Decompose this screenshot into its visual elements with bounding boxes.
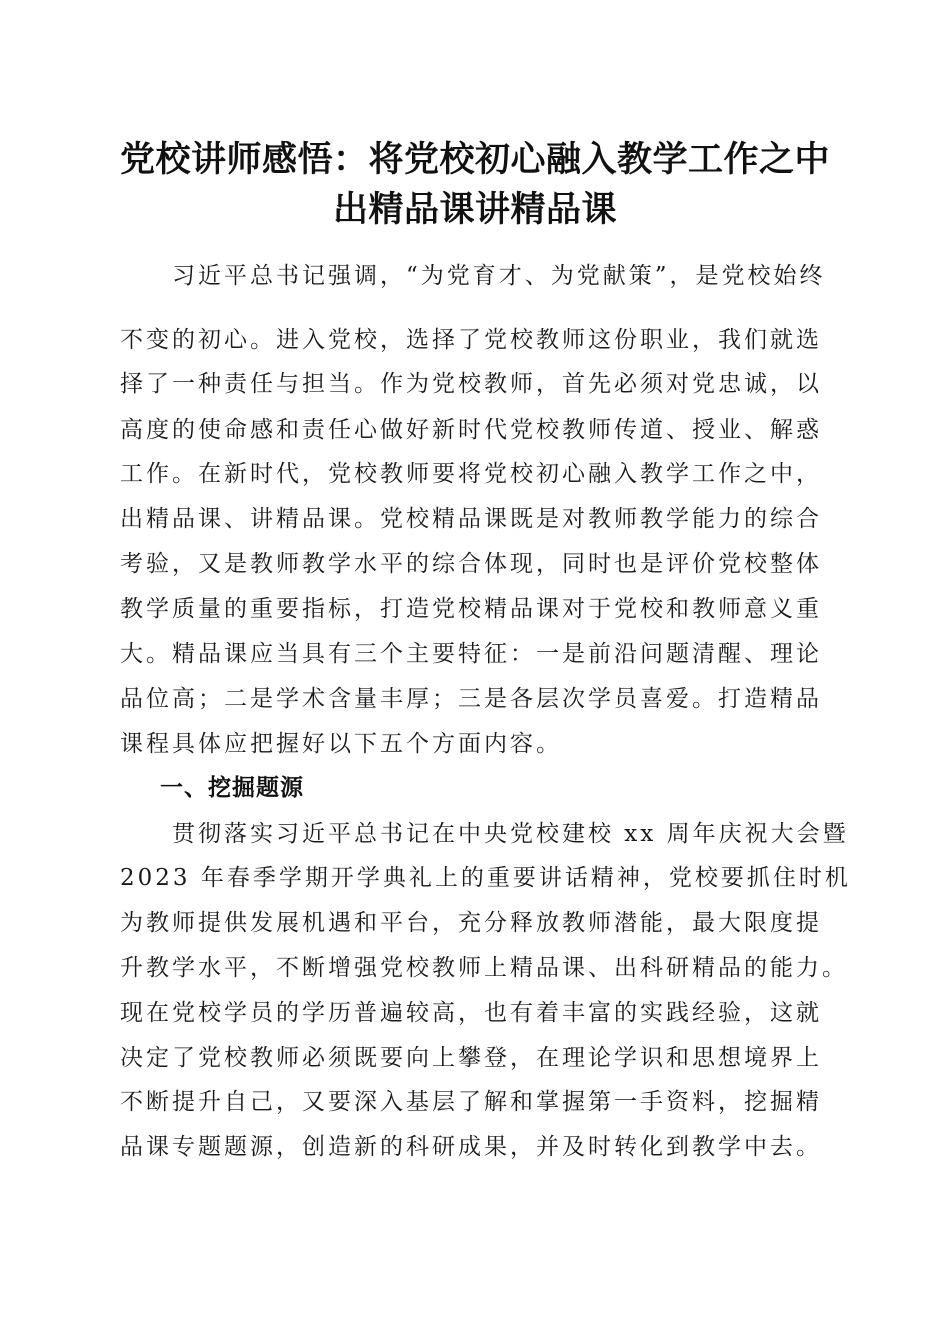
paragraph-2-line: 升教学水平，不断增强党校教师上精品课、出科研精品的能力。 (120, 955, 848, 981)
paragraph-1-line: 品位高；二是学术含量丰厚；三是各层次学员喜爱。打造精品 (120, 686, 822, 712)
paragraph-2-line: 品课专题题源，创造新的科研成果，并及时转化到教学中去。 (120, 1134, 822, 1160)
document-title-line-1: 党校讲师感悟：将党校初心融入教学工作之中 (119, 139, 830, 180)
section-heading-1: 一、挖掘题源 (160, 775, 304, 801)
paragraph-1-line: 教学质量的重要指标，打造党校精品课对于党校和教师意义重 (120, 596, 822, 622)
paragraph-2-line: 为教师提供发展机遇和平台，充分释放教师潜能，最大限度提 (120, 910, 822, 936)
paragraph-1-line: 不变的初心。进入党校，选择了党校教师这份职业，我们就选 (120, 327, 822, 353)
paragraph-1-line: 工作。在新时代，党校教师要将党校初心融入教学工作之中， (120, 461, 822, 487)
paragraph-2-line: 决定了党校教师必须既要向上攀登，在理论学识和思想境界上 (120, 1045, 822, 1071)
paragraph-1-line: 择了一种责任与担当。作为党校教师，首先必须对党忠诚，以 (120, 371, 822, 397)
paragraph-2-line: 不断提升自己，又要深入基层了解和掌握第一手资料，挖掘精 (120, 1089, 822, 1115)
paragraph-2-line: 2023 年春季学期开学典礼上的重要讲话精神，党校要抓住时机 (120, 865, 851, 891)
paragraph-2-line: 现在党校学员的学历普遍较高，也有着丰富的实践经验，这就 (120, 1000, 822, 1026)
paragraph-1-line: 考验，又是教师教学水平的综合体现，同时也是评价党校整体 (120, 551, 822, 577)
paragraph-1-line: 高度的使命感和责任心做好新时代党校教师传道、授业、解惑 (120, 417, 822, 443)
paragraph-1-line: 出精品课、讲精品课。党校精品课既是对教师教学能力的综合 (120, 506, 822, 532)
paragraph-2-line: 贯彻落实习近平总书记在中央党校建校 xx 周年庆祝大会暨 (120, 821, 849, 847)
paragraph-1-line: 习近平总书记强调，“为党育才、为党献策”，是党校始终 (120, 263, 826, 289)
paragraph-1-line: 大。精品课应当具有三个主要特征：一是前沿问题清醒、理论 (120, 641, 822, 667)
document-title-line-2: 出精品课讲精品课 (332, 189, 617, 230)
paragraph-1-line: 课程具体应把握好以下五个方面内容。 (120, 731, 562, 757)
